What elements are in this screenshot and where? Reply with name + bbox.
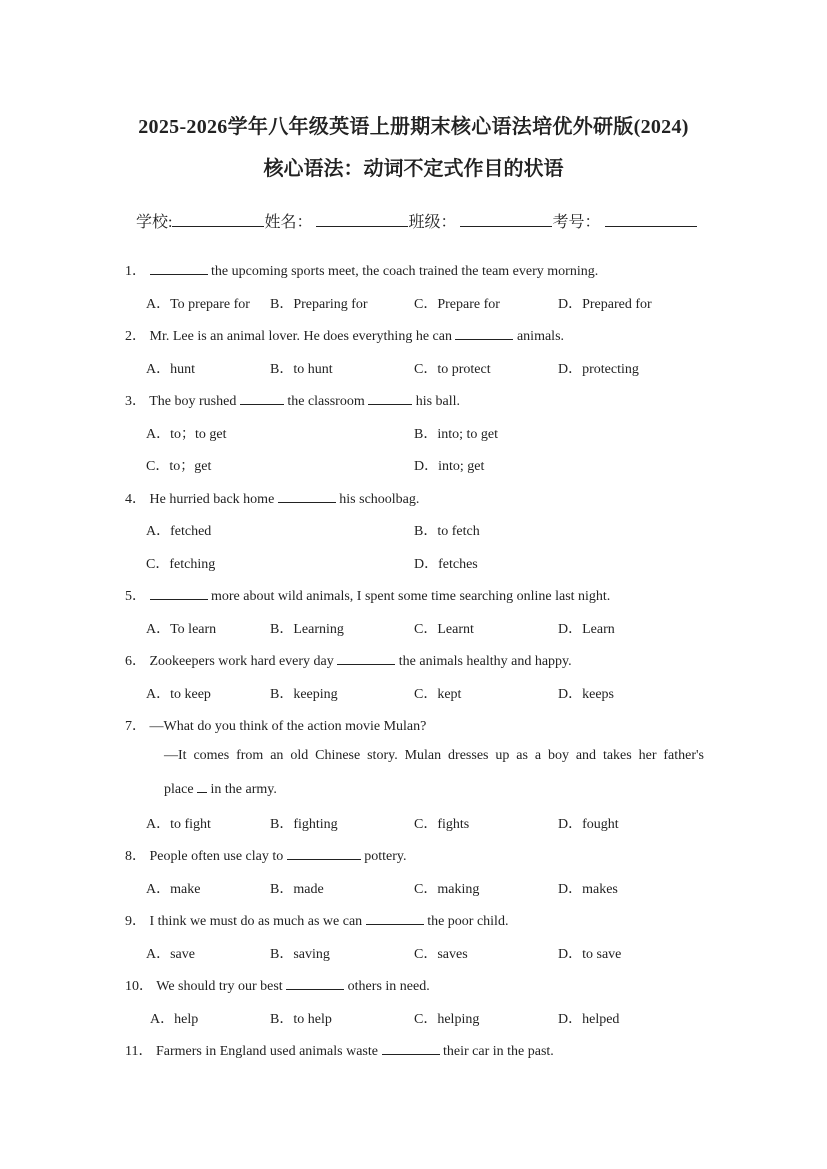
option-c: C．Learnt [414, 622, 474, 637]
question-text: Mr. Lee is an animal lover. He does everything he can [149, 329, 452, 344]
option-d: D．into; get [414, 459, 485, 474]
option-d: D．to save [558, 947, 622, 962]
option-d: D．Prepared for [558, 297, 652, 312]
question-number: 5． [125, 589, 146, 604]
option-d: D．keeps [558, 687, 614, 702]
question-text-end: the animals healthy and happy. [398, 654, 572, 669]
option-c: C．to；get [146, 459, 212, 474]
exam-title: 2025-2026学年八年级英语上册期末核心语法培优外研版(2024) [138, 116, 689, 138]
option-d: D．fought [558, 817, 619, 832]
option-a: A．hunt [146, 362, 195, 377]
answer-blank [150, 262, 208, 275]
option-b: B．keeping [270, 687, 338, 702]
question-text-end: others in need. [347, 979, 430, 994]
question-number: 4． [125, 492, 146, 507]
question-number: 3． [125, 394, 146, 409]
question-3 [125, 390, 460, 410]
option-a: A．make [146, 882, 201, 897]
option-c: C．fights [414, 817, 470, 832]
question-text: place [164, 782, 194, 797]
option-a: A．save [146, 947, 195, 962]
option-d: D．makes [558, 882, 618, 897]
answer-blank [150, 587, 208, 600]
question-8 [125, 845, 407, 865]
option-c: C．kept [414, 687, 462, 702]
answer-blank [240, 392, 284, 405]
question-text: Zookeepers work hard every day [149, 654, 334, 669]
option-c: C．fetching [146, 557, 216, 572]
question-number: 8． [125, 849, 146, 864]
option-c: C．saves [414, 947, 468, 962]
question-text: We should try our best [156, 979, 283, 994]
question-number: 10． [125, 979, 153, 994]
question-number: 7． [125, 719, 146, 734]
question-7 [125, 715, 426, 735]
option-b: B．to hunt [270, 362, 333, 377]
option-a: A．help [150, 1012, 199, 1027]
option-c: C．to protect [414, 362, 491, 377]
answer-blank [287, 847, 361, 860]
question-text: He hurried back home [149, 492, 275, 507]
option-a: A．to fight [146, 817, 211, 832]
question-text: more about wild animals, I spent some time searching online last night. [211, 589, 611, 604]
option-d: D．fetches [414, 557, 478, 572]
answer-blank [278, 490, 336, 503]
question-9 [125, 910, 508, 930]
option-a: A．To prepare for [146, 297, 250, 312]
question-text: Farmers in England used animals waste [155, 1044, 378, 1059]
question-text: the upcoming sports meet, the coach trained the team every morning. [211, 264, 599, 279]
option-a: A．to keep [146, 687, 211, 702]
name-blank [316, 212, 408, 227]
answer-blank [197, 780, 207, 793]
answer-blank [366, 912, 424, 925]
question-6 [125, 650, 572, 670]
question-text: The boy rushed [149, 394, 237, 409]
option-b: B．saving [270, 947, 330, 962]
question-2 [125, 325, 564, 345]
option-b: B．to help [270, 1012, 332, 1027]
question-7-line-2: —It comes from an old Chinese story. Mulan dresses up as a boy and takes her father's [164, 748, 704, 763]
exam-subtitle: 核心语法：动词不定式作目的状语 [263, 158, 564, 180]
question-text-end: their car in the past. [443, 1044, 554, 1059]
option-b: B．into; to get [414, 427, 498, 442]
option-c: C．Prepare for [414, 297, 500, 312]
exam-number-blank [605, 212, 697, 227]
question-7-line-3 [164, 780, 277, 798]
question-10 [125, 975, 430, 995]
question-text-end: in the army. [210, 782, 277, 797]
question-text: —What do you think of the action movie Mulan? [149, 719, 427, 734]
question-number: 1． [125, 264, 146, 279]
question-text-end: his schoolbag. [339, 492, 420, 507]
question-text-end: his ball. [415, 394, 461, 409]
question-text-mid: the classroom [287, 394, 365, 409]
option-b: B．fighting [270, 817, 338, 832]
question-5 [125, 585, 610, 605]
option-d: D．protecting [558, 362, 639, 377]
question-number: 9． [125, 914, 146, 929]
option-c: C．making [414, 882, 480, 897]
answer-blank [286, 977, 344, 990]
question-text-end: pottery. [364, 849, 407, 864]
question-number: 11． [125, 1044, 153, 1059]
option-d: D．Learn [558, 622, 615, 637]
answer-blank [455, 327, 513, 340]
option-b: B．Preparing for [270, 297, 368, 312]
question-1 [125, 260, 598, 280]
answer-blank [382, 1042, 440, 1055]
name-label: 姓名： [264, 214, 313, 231]
question-number: 2． [125, 329, 146, 344]
question-4 [125, 488, 419, 508]
answer-blank [337, 652, 395, 665]
school-label: 学校: [136, 214, 173, 231]
option-d: D．helped [558, 1012, 620, 1027]
option-c: C．helping [414, 1012, 480, 1027]
class-blank [460, 212, 552, 227]
class-label: 班级： [408, 214, 457, 231]
question-text-end: animals. [516, 329, 565, 344]
student-info-row [136, 209, 697, 232]
option-a: A．to；to get [146, 427, 227, 442]
option-a: A．fetched [146, 524, 212, 539]
exam-number-label: 考号： [552, 214, 601, 231]
question-text: I think we must do as much as we can [149, 914, 363, 929]
answer-blank [368, 392, 412, 405]
school-blank [172, 212, 264, 227]
question-11 [125, 1040, 554, 1060]
option-b: B．Learning [270, 622, 344, 637]
question-number: 6． [125, 654, 146, 669]
option-b: B．made [270, 882, 324, 897]
option-b: B．to fetch [414, 524, 480, 539]
question-text: People often use clay to [149, 849, 284, 864]
question-text-end: the poor child. [427, 914, 509, 929]
option-a: A．To learn [146, 622, 217, 637]
